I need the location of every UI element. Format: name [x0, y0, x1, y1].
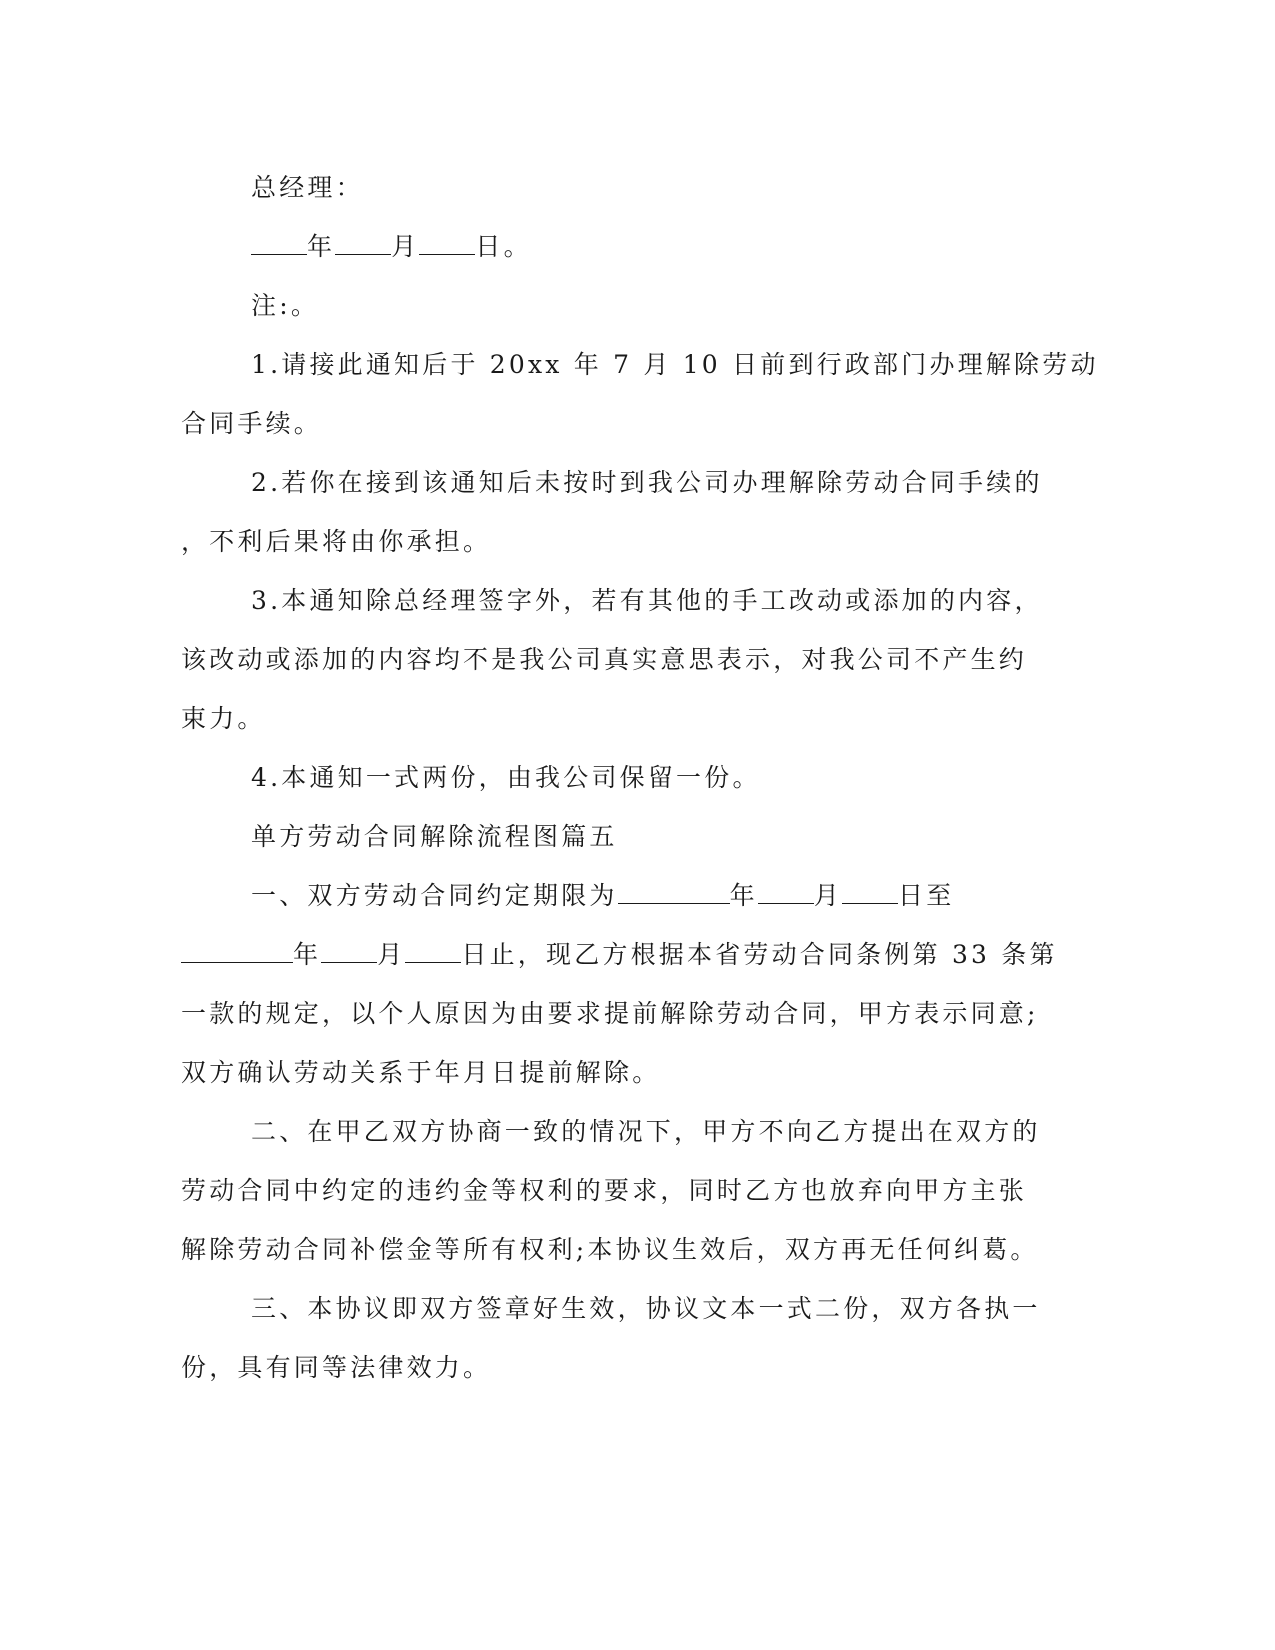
note-1-line-1: 1.请接此通知后于 20xx 年 7 月 10 日前到行政部门办理解除劳动 [251, 350, 1099, 379]
clause-3-line-1: 三、本协议即双方签章好生效，协议文本一式二份，双方各执一 [251, 1294, 1041, 1323]
note-2-line-1: 2.若你在接到该通知后未按时到我公司办理解除劳动合同手续的 [251, 468, 1043, 497]
note-4-line-1: 4.本通知一式两份，由我公司保留一份。 [251, 763, 761, 792]
note-3-line-2: 该改动或添加的内容均不是我公司真实意思表示，对我公司不产生约 [181, 645, 1028, 674]
year-blank [251, 234, 307, 255]
end-day-text: 日止，现乙方根据本省劳动合同条例第 33 条第 [461, 940, 1058, 969]
note-2-line-2: ，不利后果将由你承担。 [181, 527, 492, 556]
start-year-label: 年 [729, 881, 758, 910]
general-manager-signature-label [181, 158, 1061, 217]
start-year-blank [618, 883, 730, 904]
clause-1-line-2 [181, 925, 1061, 984]
start-month-blank [758, 883, 814, 904]
clause-2-line-1: 二、在甲乙双方协商一致的情况下，甲方不向乙方提出在双方的 [251, 1117, 1041, 1146]
clause-2-line-3: 解除劳动合同补偿金等所有权利;本协议生效后，双方再无任何纠葛。 [181, 1235, 1039, 1264]
month-blank [335, 234, 391, 255]
general-manager-label: 总经理： [251, 173, 364, 202]
clause-1-line-4: 双方确认劳动关系于年月日提前解除。 [181, 1058, 661, 1087]
start-day-label: 日至 [898, 881, 955, 910]
note-3-line-3: 束力。 [181, 704, 266, 733]
clause-3-line-2: 份，具有同等法律效力。 [181, 1353, 492, 1382]
day-label: 日。 [475, 232, 532, 261]
year-label: 年 [307, 232, 336, 261]
end-day-blank [405, 942, 461, 963]
clause-1-prefix: 一、双方劳动合同约定期限为 [251, 881, 618, 910]
start-day-blank [842, 883, 898, 904]
note-1-line-2: 合同手续。 [181, 409, 323, 438]
month-label: 月 [391, 232, 420, 261]
document-body [181, 158, 1099, 1397]
end-month-blank [321, 942, 377, 963]
end-year-blank [181, 942, 293, 963]
note-3-line-1: 3.本通知除总经理签字外，若有其他的手工改动或添加的内容， [251, 586, 1043, 615]
end-year-label: 年 [293, 940, 322, 969]
day-blank [419, 234, 475, 255]
clause-1-line-1 [181, 866, 1061, 925]
clause-1-line-3: 一款的规定，以个人原因为由要求提前解除劳动合同，甲方表示同意; [181, 999, 1039, 1028]
start-month-label: 月 [813, 881, 843, 910]
section-title: 单方劳动合同解除流程图篇五 [251, 822, 618, 851]
date-line [181, 217, 1061, 276]
clause-2-line-2: 劳动合同中约定的违约金等权利的要求，同时乙方也放弃向甲方主张 [181, 1176, 1028, 1205]
end-month-label: 月 [377, 940, 406, 969]
note-label: 注:。 [251, 291, 320, 320]
